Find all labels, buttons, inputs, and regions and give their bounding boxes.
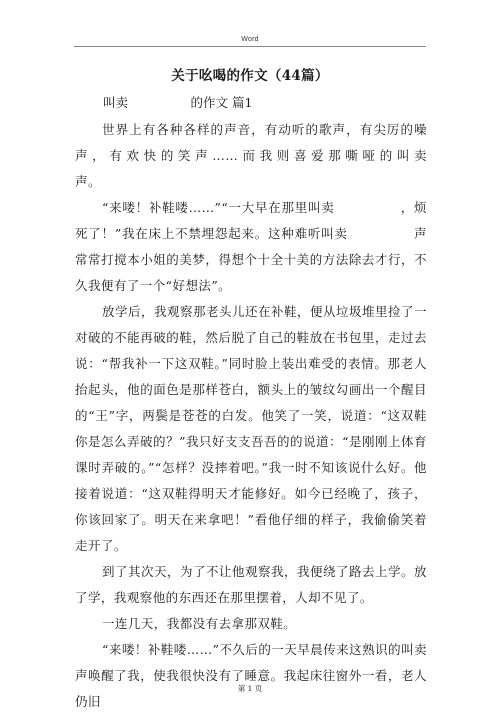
- paragraph-1: 世界上有各种各样的声音，有动听的歌声，有尖厉的噪声，有欢快的笑声……而我则喜爱那嘶哑的叫卖 声。: [75, 122, 492, 189]
- paragraph-4: 到了其次天，为了不让他观察我，我便绕了路去上学。放了学，我观察他的东西还在那里摆着，人却不见了。: [75, 564, 427, 605]
- paragraph-5: 一连几天，我都没有去拿那双鞋。: [102, 616, 297, 631]
- page-number: 第 1 页: [237, 684, 263, 693]
- paragraph-2: “来喽！补鞋喽……”“一大早在那里叫卖 ，烦死了！”我在床上不禁埋怨起来。这种难听叫卖 声常常打搅本小姐的美梦，得想个十全十美的方法除去才行，不久我便有了一个“好想法”。: [75, 200, 427, 293]
- paragraph-6: “来喽！补鞋喽……”不久后的一天早晨传来这熟识的叫卖声唤醒了我，使我很快没有了睡意。我起床往窗外一看，老人仍旧: [75, 642, 427, 709]
- document-body: [75, 117, 492, 715]
- document-subtitle: 叫卖 的作文 篇1: [103, 95, 253, 110]
- header-divider: [74, 46, 426, 47]
- header-app-label: Word: [241, 36, 259, 43]
- document-title: 关于吆喝的作文（44篇）: [171, 68, 329, 84]
- paragraph-3: 放学后，我观察那老头儿还在补鞋，便从垃圾堆里捡了一对破的不能再破的鞋，然后脱了自己的鞋放在书包里，走过去说：“帮我补一下这双鞋。”同时脸上装出难受的表情。那老人抬起头，他的面色是那样苍白，额头上的皱纹勾画出一个醒目的“王”字，两鬓是苍苍的白发。他笑了一笑，说道：“这双鞋你是怎么弄破的？”我只好支支吾吾的的说道：“是刚刚上体育课时弄破的。”“怎样？没摔着吧。”我一时不知该说什么好。他接着说道：“这双鞋得明天才能修好。如今已经晚了，孩子，你该回家了。明天在来拿吧！”看他仔细的样子，我偷偷笑着走开了。: [75, 304, 427, 553]
